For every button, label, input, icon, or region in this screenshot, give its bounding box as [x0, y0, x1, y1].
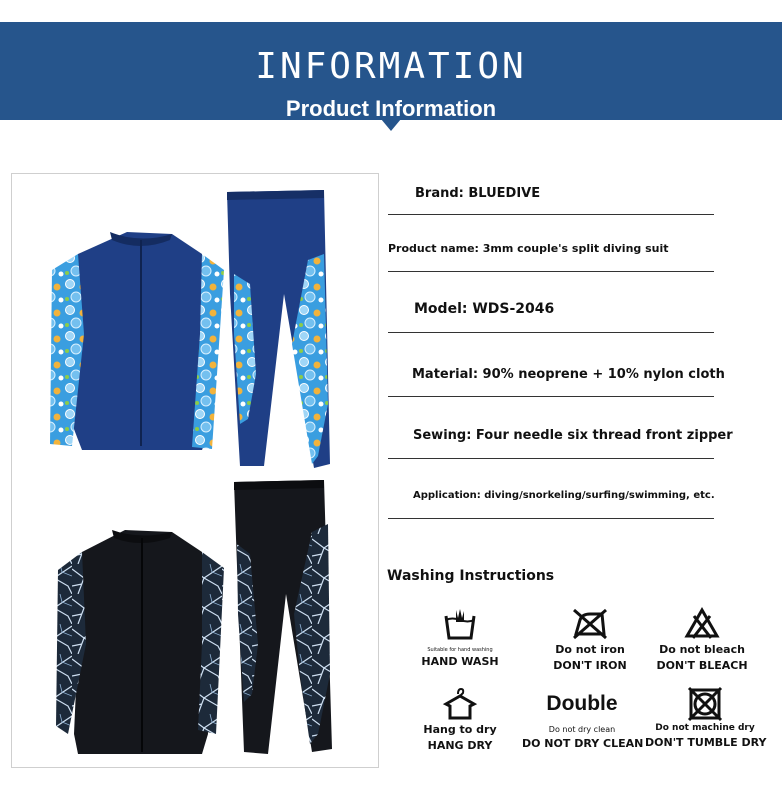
blue-pants	[227, 190, 330, 468]
care-no-tumble-dry-note: Do not machine dry	[655, 723, 755, 733]
care-hand-wash	[400, 606, 520, 668]
spec-row-material	[388, 356, 725, 397]
blue-jacket	[50, 232, 224, 450]
care-no-bleach	[642, 606, 762, 672]
spec-material: Material: 90% neoprene + 10% nylon cloth	[412, 367, 725, 382]
washing-instructions-title: Washing Instructions	[387, 568, 555, 584]
header-title: INFORMATION	[255, 46, 527, 87]
header-subtitle: Product Information	[285, 96, 497, 121]
care-no-iron-note: Do not iron	[555, 643, 625, 656]
black-pants	[234, 480, 332, 754]
care-no-iron-label: DON'T IRON	[553, 659, 627, 672]
spec-row-product-name	[388, 232, 714, 272]
spec-row-sewing	[388, 418, 733, 459]
spec-application: Application: diving/snorkeling/surfing/swimming, etc.	[413, 490, 715, 501]
care-no-iron	[530, 606, 650, 672]
care-double-text: Double	[546, 692, 618, 715]
no-bleach-icon	[684, 606, 720, 642]
no-tumble-dry-icon	[687, 686, 723, 722]
spec-row-model	[388, 292, 714, 333]
care-no-tumble-dry	[645, 686, 765, 749]
care-hand-wash-label: HAND WASH	[421, 655, 499, 668]
spec-row-application	[388, 482, 714, 519]
care-hang-dry-note: Hang to dry	[423, 723, 497, 736]
spec-sewing: Sewing: Four needle six thread front zipper	[413, 428, 733, 443]
care-no-dry-clean-label: DO NOT DRY CLEAN	[522, 737, 644, 750]
care-no-bleach-label: DON'T BLEACH	[656, 659, 748, 672]
no-iron-icon	[572, 606, 608, 642]
care-hang-dry-label: HANG DRY	[427, 739, 493, 752]
care-no-bleach-note: Do not bleach	[659, 643, 745, 656]
spec-row-brand	[388, 176, 714, 215]
care-hang-dry	[400, 686, 520, 752]
black-jacket	[56, 530, 224, 754]
header-banner	[0, 22, 782, 120]
hand-wash-icon	[442, 606, 478, 642]
care-no-dry-clean-note: Do not dry clean	[548, 725, 616, 734]
spec-product-name: Product name: 3mm couple's split diving suit	[388, 242, 669, 255]
care-no-tumble-dry-label: DON'T TUMBLE DRY	[645, 736, 767, 749]
care-hand-wash-note: Suitable for hand washing	[427, 647, 493, 653]
hang-dry-icon	[442, 686, 478, 722]
spec-model: Model: WDS-2046	[414, 301, 555, 317]
spec-brand: Brand: BLUEDIVE	[415, 186, 541, 201]
banner-notch	[381, 119, 401, 131]
product-photo	[11, 173, 379, 768]
care-no-dry-clean	[522, 690, 642, 750]
